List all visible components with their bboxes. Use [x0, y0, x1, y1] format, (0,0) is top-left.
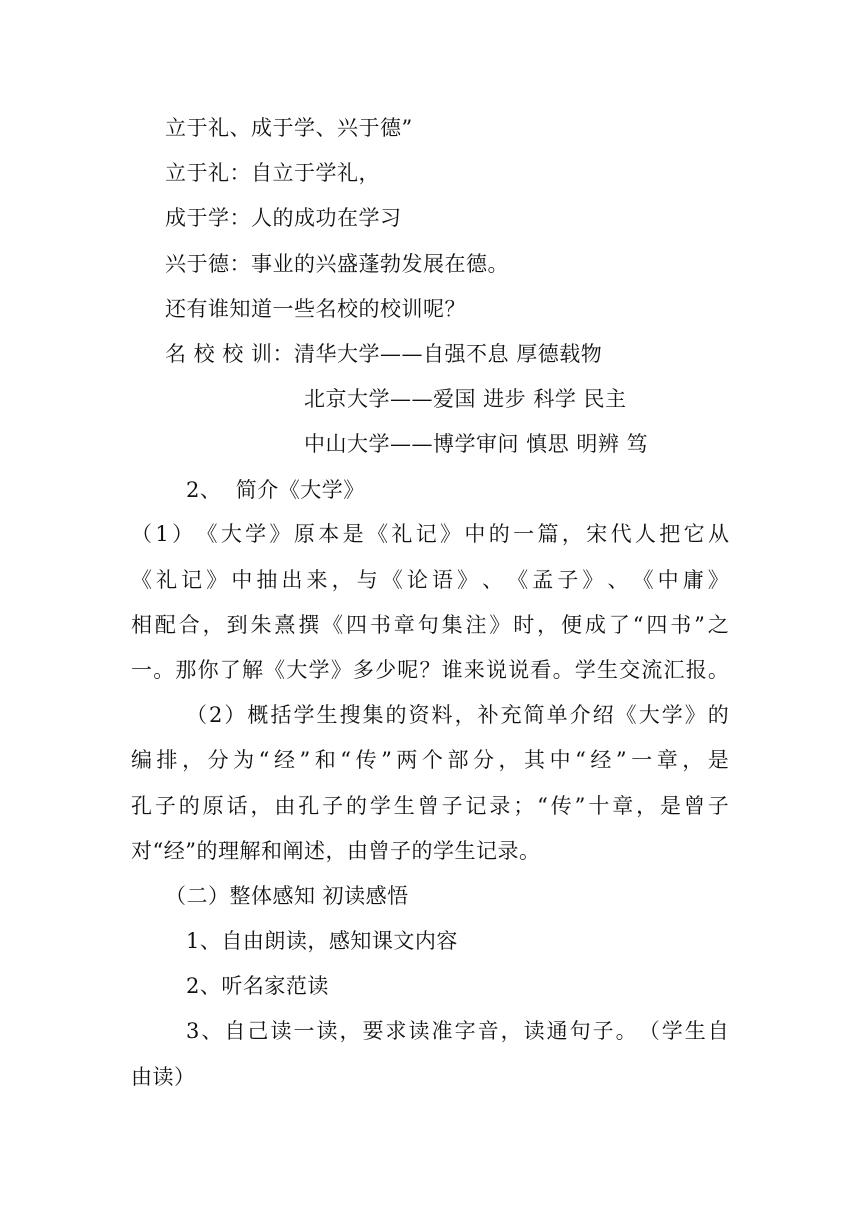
text-line: 立于礼、成于学、兴于德”	[165, 116, 413, 140]
text-line: 名 校 校 训：清华大学——自强不息 厚德载物	[165, 342, 603, 366]
text-line: 3 、 自 己 读 一 读 ， 要 求 读 准 字 音 ， 读 通 句 子 。 （ 学 生 自	[186, 1019, 729, 1043]
text-line: 由读）	[131, 1065, 196, 1089]
text-line: 《 礼 记 》 中 抽 出 来 ， 与 《 论 语 》 、 《 孟 子 》 、 《 中 庸 》	[131, 568, 729, 592]
text-line: 相 配 合 ， 到 朱 熹 撰 《 四 书 章 句 集 注 》 时 ， 便 成 了 “ 四 书 ” 之	[131, 613, 729, 637]
text-line: 2、听名家范读	[186, 974, 329, 998]
text-line: 编 排 ， 分 为 “ 经 ” 和 “ 传 ” 两 个 部 分 ， 其 中 “ 经 ” 一 章 ， 是	[131, 748, 729, 772]
text-line: 对“经”的理解和阐述，由曾子的学生记录。	[131, 839, 541, 863]
text-line: 成于学：人的成功在学习	[165, 206, 402, 230]
text-line: 1、自由朗读，感知课文内容	[186, 929, 458, 953]
text-line: （ 1 ） 《 大 学 》 原 本 是 《 礼 记 》 中 的 一 篇 ， 宋 代 人 把 它 从	[131, 522, 729, 546]
text-line: （ 2 ） 概 括 学 生 搜 集 的 资 料 ， 补 充 简 单 介 绍 《 大 学 》 的	[186, 703, 729, 727]
text-line: 兴于德：事业的兴盛蓬勃发展在德。	[165, 252, 509, 276]
text-line: 北京大学——爱国 进步 科学 民主	[304, 387, 627, 411]
text-line: 还有谁知道一些名校的校训呢？	[165, 297, 466, 321]
text-line: 孔 子 的 原 话 ， 由 孔 子 的 学 生 曾 子 记 录 ； “ 传 ” 十 章 ， 是 曾 子	[131, 794, 729, 818]
text-line: （二）整体感知 初读感悟	[165, 884, 409, 908]
text-line: 一 。 那 你 了 解 《 大 学 》 多 少 呢 ？ 谁 来 说 说 看 。 学 生 交 流 汇 报 。	[131, 658, 729, 682]
text-line: 中山大学——博学审问 慎思 明辨 笃	[304, 432, 649, 456]
text-line: 2、 简介《大学》	[186, 478, 365, 502]
text-line: 立于礼：自立于学礼，	[165, 161, 380, 185]
